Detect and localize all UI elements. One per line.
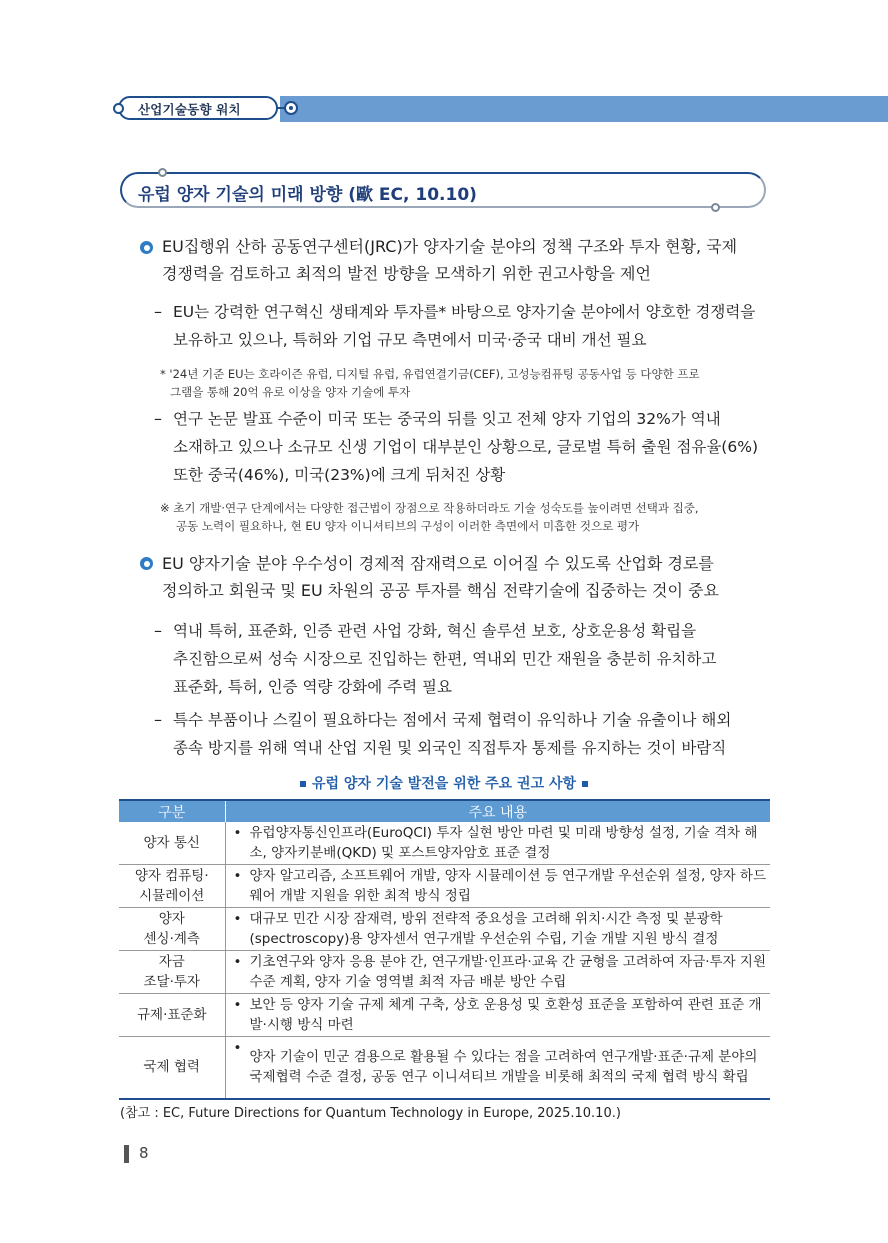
sub-line: 보유하고 있으나, 특허와 기업 규모 측면에서 미국·중국 대비 개선 필요: [173, 331, 647, 349]
square-icon: [582, 781, 588, 787]
bullet-icon: •: [233, 954, 242, 970]
source-note: (참고 : EC, Future Directions for Quantum Technology in Europe, 2025.10.10.): [120, 1106, 621, 1121]
table-header-row: [119, 800, 770, 822]
point-1-sub-1: [173, 298, 773, 354]
table-row: [119, 1037, 770, 1099]
point-2-sub-2: [173, 706, 773, 762]
table-row: [119, 994, 770, 1037]
content-cell: [225, 908, 770, 951]
point-1-sub-2: [173, 405, 773, 489]
pill-dot-icon: [113, 103, 124, 114]
point-2-sub-1: [173, 617, 773, 701]
category-cell: 양자 통신: [119, 822, 225, 865]
point-1-sub-1-note: [160, 365, 772, 401]
category-cell: 양자 컴퓨팅· 시뮬레이션: [119, 865, 225, 908]
section-label-pill: [118, 96, 278, 120]
sub-line: 표준화, 특허, 인증 역량 강화에 주력 필요: [173, 678, 452, 696]
page-marker: [124, 1145, 129, 1163]
table-title: [0, 773, 888, 793]
content-text: 양자 알고리즘, 소프트웨어 개발, 양자 시뮬레이션 등 연구개발 우선순위 설정, 양자 하드웨어 개발 지원을 위한 최적 방식 정립: [249, 868, 767, 904]
circle-bullet-icon: [140, 241, 153, 254]
circle-bullet-icon: [140, 557, 153, 570]
category-cell: 국제 협력: [119, 1037, 225, 1099]
bullet-icon: •: [233, 825, 242, 841]
dash-marker: –: [154, 621, 162, 640]
category-cell: 양자 센싱·계측: [119, 908, 225, 951]
table-row: [119, 865, 770, 908]
sub-line: 종속 방지를 위해 역내 산업 지원 및 외국인 직접투자 통제를 유지하는 것이 바람직: [173, 739, 727, 757]
dash-marker: –: [154, 710, 162, 729]
category-cell: 규제·표준화: [119, 994, 225, 1037]
note-line: 그램을 통해 20억 유로 이상을 양자 기술에 투자: [170, 385, 411, 399]
table-row: [119, 908, 770, 951]
table-header: 주요 내용: [225, 800, 770, 822]
content-text: 기초연구와 양자 응용 분야 간, 연구개발·인프라·교육 간 균형을 고려하여 자금·투자 지원 수준 계획, 양자 기술 영역별 최적 자금 배분 방안 수립: [249, 954, 767, 990]
ring-icon: [711, 203, 720, 212]
content-cell: [225, 865, 770, 908]
point-1-line: EU집행위 산하 공동연구센터(JRC)가 양자기술 분야의 정책 구조와 투자 현황, 국제: [162, 237, 738, 256]
point-1-line: 경쟁력을 검토하고 최적의 발전 방향을 모색하기 위한 권고사항을 제언: [162, 264, 651, 283]
content-cell: [225, 1037, 770, 1099]
point-2: [162, 550, 772, 604]
header-band: [280, 96, 888, 122]
sub-line: 연구 논문 발표 수준이 미국 또는 중국의 뒤를 잇고 전체 양자 기업의 32%가 역내: [173, 410, 721, 428]
category-cell: 자금 조달·투자: [119, 951, 225, 994]
note-line: * '24년 기준 EU는 호라이즌 유럽, 디지털 유럽, 유럽연결기금(CEF), 고성능컴퓨팅 공동사업 등 다양한 프로: [160, 367, 700, 381]
content-cell: [225, 951, 770, 994]
table-title-text: 유럽 양자 기술 발전을 위한 주요 권고 사항: [311, 776, 577, 792]
recommendations-table: [119, 799, 770, 1100]
bullet-icon: •: [233, 997, 242, 1013]
sub-line: 역내 특허, 표준화, 인증 관련 사업 강화, 혁신 솔루션 보호, 상호운용성 확립을: [173, 622, 697, 640]
sub-line: EU는 강력한 연구혁신 생태계와 투자를* 바탕으로 양자기술 분야에서 양호한 경쟁력을: [173, 303, 756, 321]
page-title: 유럽 양자 기술의 미래 방향 (歐 EC, 10.10): [138, 185, 477, 205]
note-line: ※ 초기 개발·연구 단계에서는 다양한 접근법이 장점으로 작용하더라도 기술 성숙도를 높이려면 선택과 집중,: [160, 501, 699, 515]
section-label: 산업기술동향 워치: [138, 102, 241, 117]
content-text: 양자 기술이 민군 겸용으로 활용될 수 있다는 점을 고려하여 연구개발·표준·규제 분야의 국제협력 수준 결정, 공동 연구 이니셔티브 개발을 비롯해 최적의 국제 협력 방식 확립: [249, 1049, 758, 1086]
point-1: [162, 233, 772, 287]
sub-line: 추진함으로써 성숙 시장으로 진입하는 한편, 역내외 민간 재원을 충분히 유치하고: [173, 650, 717, 668]
content-text: 유럽양자통신인프라(EuroQCI) 투자 실현 방안 마련 및 미래 방향성 설정, 기술 격차 해소, 양자키분배(QKD) 및 포스트양자암호 표준 결정: [249, 825, 758, 861]
page-number: 8: [139, 1144, 149, 1162]
sub-line: 소재하고 있으나 소규모 신생 기업이 대부분인 상황으로, 글로벌 특허 출원 점유율(6%): [173, 438, 758, 456]
content-cell: [225, 822, 770, 865]
content-cell: [225, 994, 770, 1037]
bullet-icon: •: [233, 911, 242, 927]
bullet-icon: •: [233, 1040, 242, 1056]
sub-line: 특수 부품이나 스킬이 필요하다는 점에서 국제 협력이 유익하나 기술 유출이나 해외: [173, 711, 732, 729]
header-circle-icon: [284, 101, 298, 115]
dash-marker: –: [154, 302, 162, 321]
table-header: 구분: [119, 800, 225, 822]
table-row: [119, 951, 770, 994]
content-text: 보안 등 양자 기술 규제 체계 구축, 상호 운용성 및 호환성 표준을 포함하여 관련 표준 개발·시행 방식 마련: [249, 997, 762, 1033]
content-text: 대규모 민간 시장 잠재력, 방위 전략적 중요성을 고려해 위치·시간 측정 및 분광학(spectroscopy)용 양자센서 연구개발 우선순위 수립, 기술 개발 지원 방식 결정: [249, 911, 723, 947]
ring-icon: [158, 168, 167, 177]
point-2-line: EU 양자기술 분야 우수성이 경제적 잠재력으로 이어질 수 있도록 산업화 경로를: [162, 554, 714, 573]
point-1-sub-2-note: [160, 499, 772, 535]
point-2-line: 정의하고 회원국 및 EU 차원의 공공 투자를 핵심 전략기술에 집중하는 것이 중요: [162, 581, 719, 600]
table-row: [119, 822, 770, 865]
sub-line: 또한 중국(46%), 미국(23%)에 크게 뒤처진 상황: [173, 466, 506, 484]
dash-marker: –: [154, 409, 162, 428]
square-icon: [300, 781, 306, 787]
bullet-icon: •: [233, 868, 242, 884]
note-line: 공동 노력이 필요하나, 현 EU 양자 이니셔티브의 구성이 이러한 측면에서 미흡한 것으로 평가: [176, 519, 640, 533]
